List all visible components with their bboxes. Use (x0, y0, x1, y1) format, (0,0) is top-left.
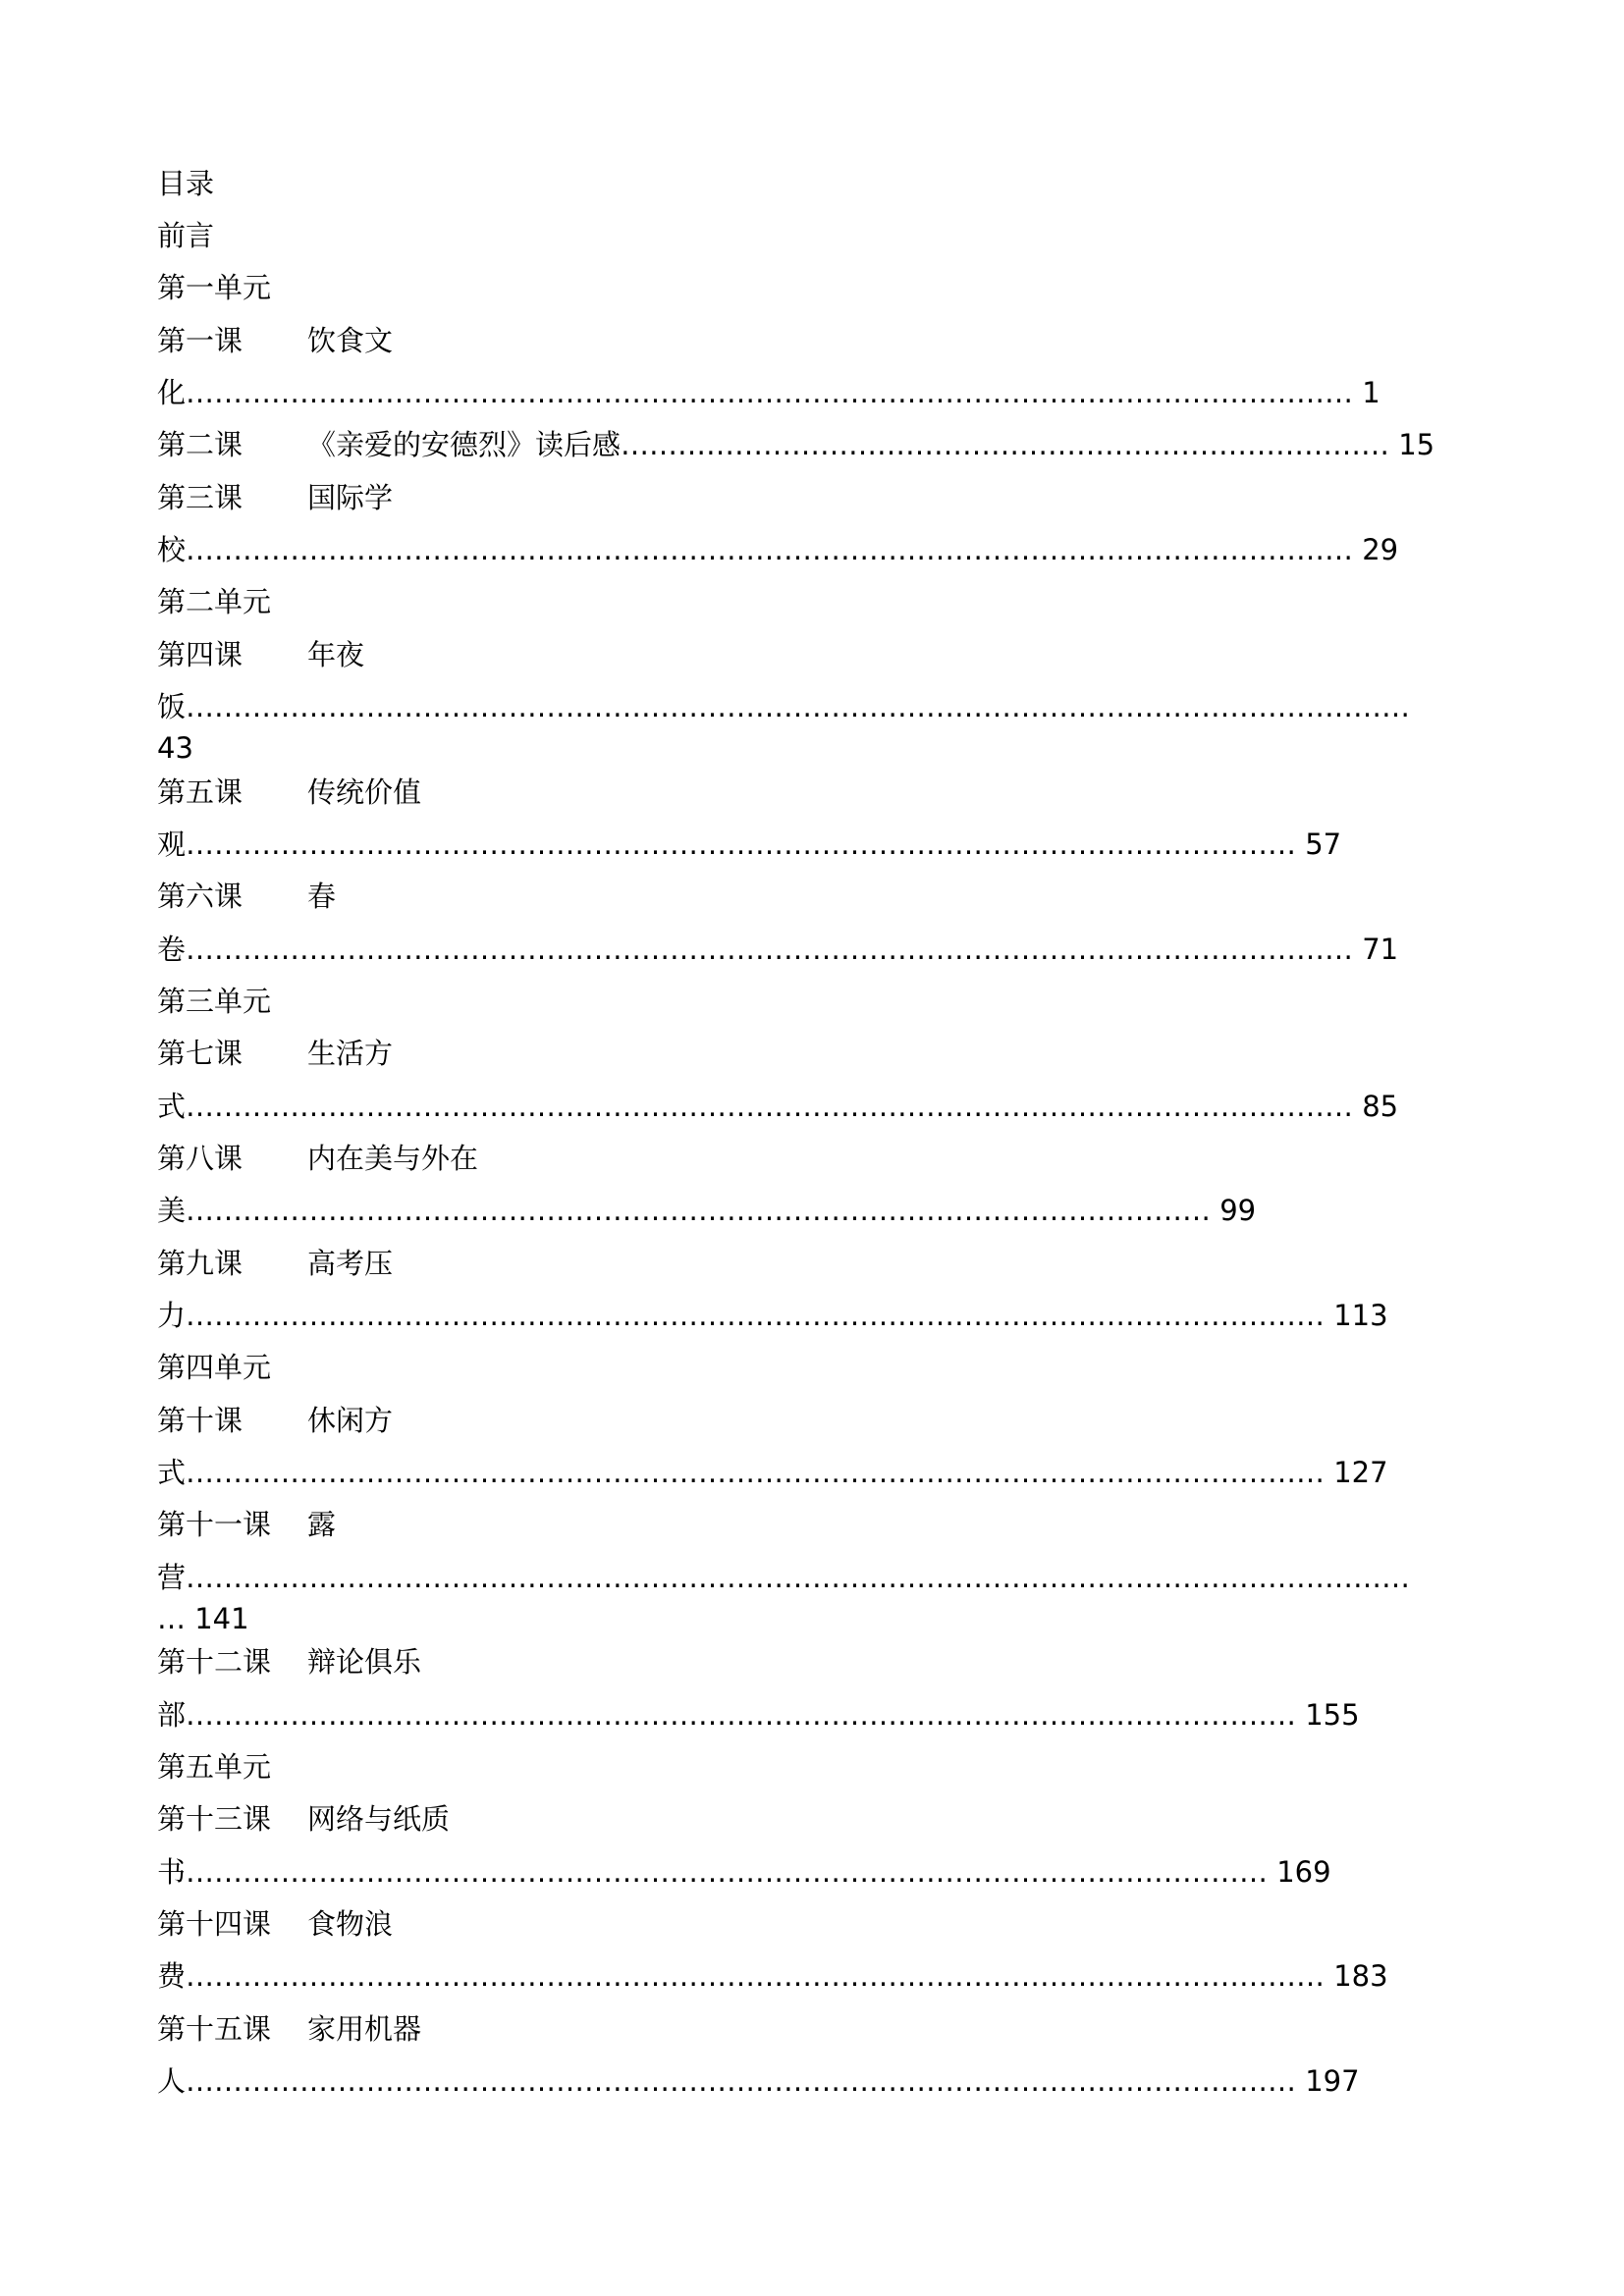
lesson-number: 第三课 (157, 481, 244, 514)
dot-leader: ……………………………………………………………………………………………… (186, 1194, 1212, 1227)
page-number: … 141 (157, 1602, 249, 1635)
page-number: 197 (1305, 2064, 1360, 2098)
lesson-number: 第二课 (157, 428, 244, 461)
toc-title: 目录 (157, 167, 215, 200)
lesson-title: 生活方 (307, 1037, 394, 1070)
unit-heading: 第四单元 (157, 1351, 272, 1384)
lesson-number: 第九课 (157, 1247, 244, 1280)
page-number: 127 (1333, 1456, 1388, 1489)
lesson-title-line[interactable] (157, 1034, 393, 1073)
lesson-title: 高考压 (307, 1247, 394, 1280)
lesson-number: 第十三课 (157, 1802, 272, 1836)
lesson-title: 年夜 (307, 638, 365, 671)
page-number-wrap-line[interactable] (157, 728, 193, 768)
lesson-title: 辩论俱乐 (307, 1645, 422, 1679)
lesson-page-line[interactable] (157, 530, 1398, 569)
lesson-page-line[interactable] (157, 1087, 1398, 1126)
page-number: 57 (1305, 828, 1342, 861)
lesson-entry[interactable] (157, 425, 1435, 464)
page-number: 85 (1362, 1090, 1399, 1123)
lesson-title-line[interactable] (157, 1401, 393, 1440)
lesson-title-tail: 力 (157, 1299, 187, 1332)
lesson-title: 网络与纸质 (307, 1802, 451, 1836)
lesson-title-tail: 人 (157, 2064, 187, 2098)
lesson-number: 第六课 (157, 880, 244, 913)
lesson-number: 第八课 (157, 1142, 244, 1175)
lesson-number: 第五课 (157, 775, 244, 809)
lesson-page-line[interactable] (157, 930, 1398, 969)
unit-heading: 第一单元 (157, 271, 272, 304)
lesson-title-tail: 校 (157, 533, 187, 566)
lesson-page-line[interactable] (157, 1558, 1410, 1597)
lesson-title-line[interactable] (157, 1244, 393, 1283)
lesson-title: 家用机器 (307, 2012, 422, 2046)
lesson-number: 第四课 (157, 638, 244, 671)
lesson-number: 第七课 (157, 1037, 244, 1070)
page-number: 99 (1219, 1194, 1257, 1227)
lesson-number: 第一课 (157, 324, 244, 357)
dot-leader: …………………………………………………………………………………………………………… (186, 376, 1354, 409)
lesson-title-line[interactable] (157, 1642, 421, 1682)
lesson-page-line[interactable] (157, 373, 1380, 412)
page-number: 1 (1362, 376, 1380, 409)
dot-leader: ………………………………………………………………………………………………………………… (186, 690, 1411, 723)
lesson-number: 第十课 (157, 1404, 244, 1437)
page-number: 29 (1362, 533, 1399, 566)
lesson-title-line[interactable] (157, 1799, 450, 1839)
lesson-title-tail: 式 (157, 1090, 187, 1123)
lesson-title-line[interactable] (157, 478, 393, 517)
lesson-page-line[interactable] (157, 1191, 1256, 1230)
lesson-title-line[interactable] (157, 1139, 478, 1178)
lesson-title: 传统价值 (307, 775, 422, 809)
unit-heading: 第三单元 (157, 985, 272, 1018)
lesson-number: 第十二课 (157, 1645, 272, 1679)
lesson-title-line[interactable] (157, 1505, 336, 1544)
lesson-title-tail: 营 (157, 1561, 187, 1594)
lesson-number: 第十四课 (157, 1907, 272, 1941)
dot-leader: ………………………………………………………………………………………………………… (186, 1959, 1326, 1993)
lesson-page-line[interactable] (157, 1852, 1331, 1892)
lesson-title: 休闲方 (307, 1404, 394, 1437)
dot-leader: …………………………………………………………………………………………………………… (186, 1090, 1354, 1123)
lesson-title-line[interactable] (157, 877, 336, 916)
dot-leader: …………………………………………………………………………………………………………… (186, 533, 1354, 566)
lesson-page-line[interactable] (157, 1296, 1388, 1335)
lesson-title-line[interactable] (157, 321, 393, 360)
preface-entry[interactable]: 前言 (157, 219, 215, 252)
dot-leader: ………………………………………………………………………………………………………………… (186, 1561, 1411, 1594)
lesson-title-tail: 部 (157, 1698, 187, 1732)
page-number: 43 (157, 731, 193, 765)
lesson-title: 饮食文 (307, 324, 394, 357)
dot-leader: …………………………………………………………………………………………………… (186, 1855, 1269, 1889)
lesson-title-line[interactable] (157, 1904, 393, 1944)
dot-leader: ……………………………………………………………………………………………………… (186, 828, 1297, 861)
lesson-title-line[interactable] (157, 635, 364, 674)
unit-heading: 第五单元 (157, 1750, 272, 1784)
dot-leader: ……………………………………………………………………………………………………… (186, 1698, 1297, 1732)
lesson-page-line[interactable] (157, 825, 1341, 864)
lesson-title-tail: 观 (157, 828, 187, 861)
unit-heading: 第二单元 (157, 585, 272, 618)
lesson-title-tail: 书 (157, 1855, 187, 1889)
lesson-page-line[interactable] (157, 1695, 1360, 1735)
lesson-title: 食物浪 (307, 1907, 394, 1941)
lesson-number: 第十一课 (157, 1508, 272, 1541)
lesson-page-line[interactable] (157, 1956, 1388, 1996)
page-number: 113 (1333, 1299, 1388, 1332)
dot-leader: ……………………………………………………………………………………………………… (186, 2064, 1297, 2098)
dot-leader: ………………………………………………………………………………………………………… (186, 1299, 1326, 1332)
lesson-title-tail: 式 (157, 1456, 187, 1489)
lesson-title-tail: 化 (157, 376, 187, 409)
lesson-title-line[interactable] (157, 2009, 421, 2049)
dot-leader: …………………………………………………………………………………………………………… (186, 933, 1354, 966)
page-number: 169 (1276, 1855, 1331, 1889)
lesson-title: 《亲爱的安德烈》读后感 (307, 428, 622, 461)
lesson-title-line[interactable] (157, 773, 421, 812)
lesson-title: 国际学 (307, 481, 394, 514)
lesson-title-tail: 费 (157, 1959, 187, 1993)
lesson-page-line[interactable] (157, 687, 1410, 726)
page-number: 155 (1305, 1698, 1360, 1732)
page-number: 71 (1362, 933, 1399, 966)
page-number: 15 (1398, 428, 1435, 461)
dot-leader: ………………………………………………………………………………………………………… (186, 1456, 1326, 1489)
lesson-title: 春 (307, 880, 337, 913)
page-number-wrap-line[interactable] (157, 1599, 249, 1638)
page-number: 183 (1333, 1959, 1388, 1993)
lesson-page-line[interactable] (157, 2061, 1360, 2101)
lesson-title: 露 (307, 1508, 337, 1541)
lesson-page-line[interactable] (157, 1453, 1388, 1492)
lesson-title: 内在美与外在 (307, 1142, 479, 1175)
lesson-title-tail: 饭 (157, 690, 187, 723)
dot-leader: ……………………………………………………………………… (621, 428, 1390, 461)
lesson-number: 第十五课 (157, 2012, 272, 2046)
lesson-title-tail: 卷 (157, 933, 187, 966)
lesson-title-tail: 美 (157, 1194, 187, 1227)
